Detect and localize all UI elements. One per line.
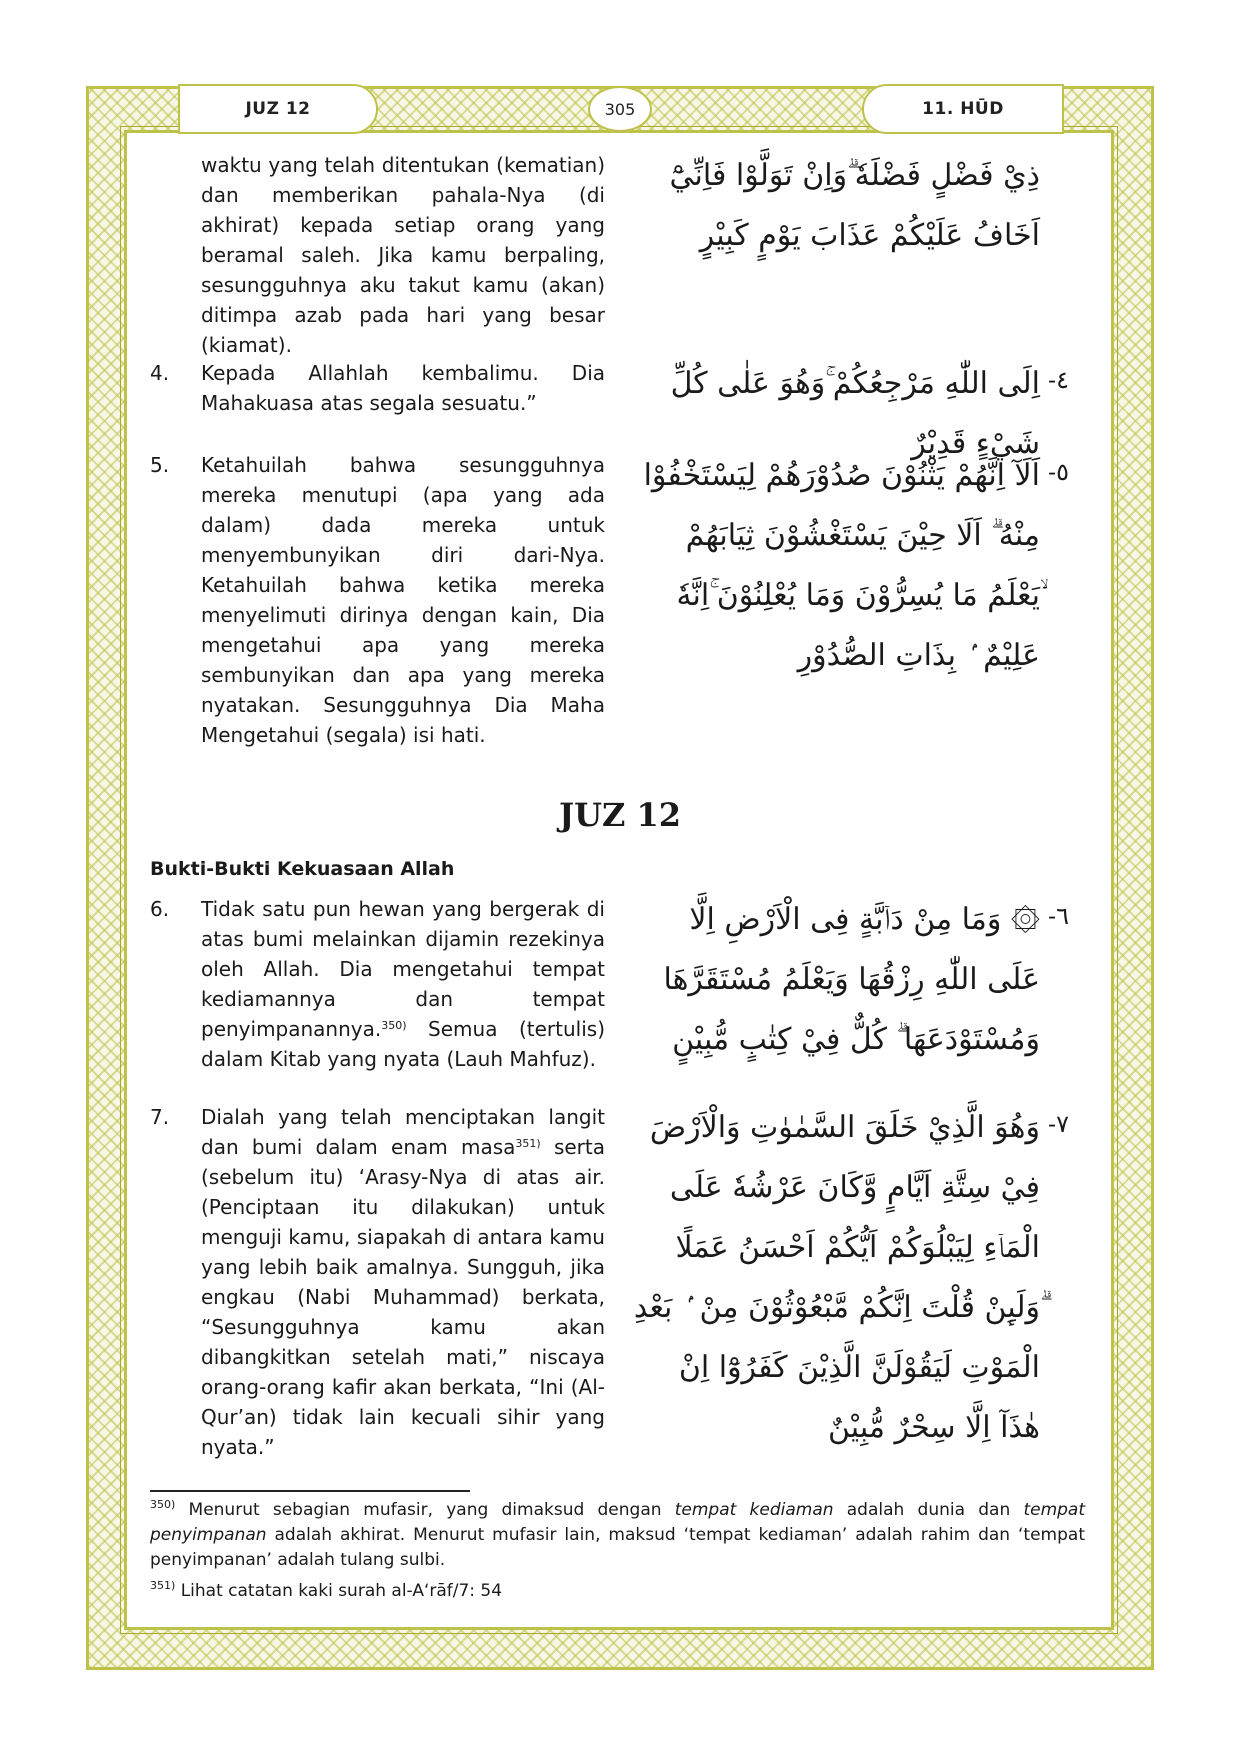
page-number: 305 (588, 86, 652, 132)
arabic-verse-continued: ذِيْ فَضْلٍ فَضْلَهٗ ۗوَاِنْ تَوَلَّوْا فَاِنِّيْٓ اَخَافُ عَلَيْكُمْ عَذَابَ يَوْمٍ كَبِيْرٍ (669, 158, 1040, 253)
arabic-verse-4: اِلَى اللّٰهِ مَرْجِعُكُمْ ۚوَهُوَ عَلٰى كُلِّ شَيْءٍ قَدِيْرٌ (670, 366, 1040, 461)
verse-6-translation (150, 894, 605, 1074)
footnote-text-italic: tempat kediaman (674, 1500, 834, 1520)
footnote-divider (150, 1490, 470, 1492)
juz-label: JUZ 12 (178, 84, 378, 134)
arabic-verse-number-5: -٥ (1048, 458, 1069, 486)
footnote-ref-351[interactable]: 351) (515, 1137, 541, 1150)
footnote-351 (150, 1579, 1085, 1604)
footnote-marker: 351) (150, 1579, 176, 1592)
arabic-verse-7: وَهُوَ الَّذِيْ خَلَقَ السَّمٰوٰتِ وَالْاَرْضَ فِيْ سِتَّةِ اَيَّامٍ وَّكَانَ عَرْشُهٗ عَلَى الْمَاۤءِ لِيَبْلُوَكُمْ اَيُّكُمْ اَحْسَنُ عَمَلًا ۗوَلَىِٕنْ قُلْتَ اِنَّكُمْ مَّبْعُوْثُوْنَ مِنْ ۢ بَعْدِ الْمَوْتِ لَيَقُوْلَنَّ الَّذِيْنَ كَفَرُوْٓا اِنْ هٰذَآ اِلَّا سِحْرٌ مُّبِيْنٌ (633, 1110, 1040, 1445)
verse-translation-text: waktu yang telah ditentukan (kematian) dan memberikan pahala-Nya (di akhirat) kepada setiap orang yang beramal saleh. Jika kamu berpaling, sesungguhnya aku takut kamu (akan) ditimpa azab pada hari yang besar (kiamat). (201, 153, 605, 357)
arabic-verse-number-4: -٤ (1048, 366, 1069, 394)
verse-number: 6. (150, 897, 170, 921)
arabic-verse-number-7: -٧ (1048, 1110, 1069, 1138)
section-title: Bukti-Bukti Kekuasaan Allah (150, 858, 455, 880)
verse-text-part: serta (sebelum itu) ‘Arasy-Nya di atas air. (Penciptaan itu dilakukan) untuk menguji kamu, siapakah di antara kamu yang lebih baik amalnya. Sungguh, jika engkau (Nabi Muhammad) berkata, “Sesungguhnya kamu akan dibangkitkan setelah mati,” niscaya orang-orang kafir akan berkata, “Ini (Al-Qur’an) tidak lain kecuali sihir yang nyata.” (201, 1135, 605, 1459)
arabic-verse-5: اَلَآ اِنَّهُمْ يَثْنُوْنَ صُدُوْرَهُمْ لِيَسْتَخْفُوْا مِنْهُ ۗ اَلَا حِيْنَ يَسْتَغْشُوْنَ ثِيَابَهُمْ ۙيَعْلَمُ مَا يُسِرُّوْنَ وَمَا يُعْلِنُوْنَ ۚاِنَّهٗ عَلِيْمٌ ۢ بِذَاتِ الصُّدُوْرِ (643, 458, 1040, 673)
arabic-verse-number-6: -٦ (1048, 902, 1069, 930)
footnote-text: Lihat catatan kaki surah al-A‘rāf/7: 54 (175, 1581, 503, 1601)
footnotes (150, 1498, 1085, 1610)
verse-4-translation (150, 358, 605, 418)
verse-number: 5. (150, 453, 170, 477)
footnote-text: adalah akhirat. Menurut mufasir lain, maksud ‘tempat kediaman’ adalah rahim dan ‘tempat penyimpanan’ adalah tulang sulbi. (150, 1525, 1085, 1570)
footnote-350 (150, 1498, 1085, 1573)
footnote-ref-350[interactable]: 350) (381, 1019, 407, 1032)
verse-translation-text: Kepada Allahlah kembalimu. Dia Mahakuasa atas segala sesuatu.” (201, 361, 605, 415)
verse-number: 4. (150, 361, 170, 385)
verse-7-translation (150, 1102, 605, 1462)
juz-heading: JUZ 12 (558, 796, 682, 834)
surah-label: 11. HŪD (862, 84, 1064, 134)
footnote-marker: 350) (150, 1498, 176, 1511)
verse-text-part: Dialah yang telah menciptakan langit dan bumi dalam enam masa (201, 1105, 605, 1159)
verse-text-part: Semua (tertulis) dalam Kitab yang nyata (Lauh Mahfuz). (201, 1017, 605, 1071)
verse-5-translation (150, 450, 605, 750)
verse-translation-text (201, 894, 605, 1074)
footnote-text: Menurut sebagian mufasir, yang dimaksud dengan (175, 1500, 675, 1520)
arabic-verse-6: ۞ وَمَا مِنْ دَاۤبَّةٍ فِى الْاَرْضِ اِلَّا عَلَى اللّٰهِ رِزْقُهَا وَيَعْلَمُ مُسْتَقَرَّهَا وَمُسْتَوْدَعَهَا ۗ كُلٌّ فِيْ كِتٰبٍ مُّبِيْنٍ (663, 902, 1040, 1057)
footnote-text: adalah dunia dan (833, 1500, 1024, 1520)
verse-text-part: Tidak satu pun hewan yang bergerak di atas bumi melainkan dijamin rezekinya oleh Allah. Dia mengetahui tempat kediamannya dan tempat penyimpanannya. (201, 897, 605, 1041)
verse-translation-continued (150, 150, 605, 360)
verse-translation-text (201, 1102, 605, 1462)
verse-translation-text: Ketahuilah bahwa sesungguhnya mereka menutupi (apa yang ada dalam) dada mereka untuk menyembunyikan diri dari-Nya. Ketahuilah bahwa ketika mereka menyelimuti dirinya dengan kain, Dia mengetahui apa yang mereka sembunyikan dan apa yang mereka nyatakan. Sesungguhnya Dia Maha Mengetahui (segala) isi hati. (201, 453, 605, 747)
verse-number: 7. (150, 1105, 170, 1129)
footnote-text-italic: tempat penyimpanan (150, 1500, 1086, 1545)
